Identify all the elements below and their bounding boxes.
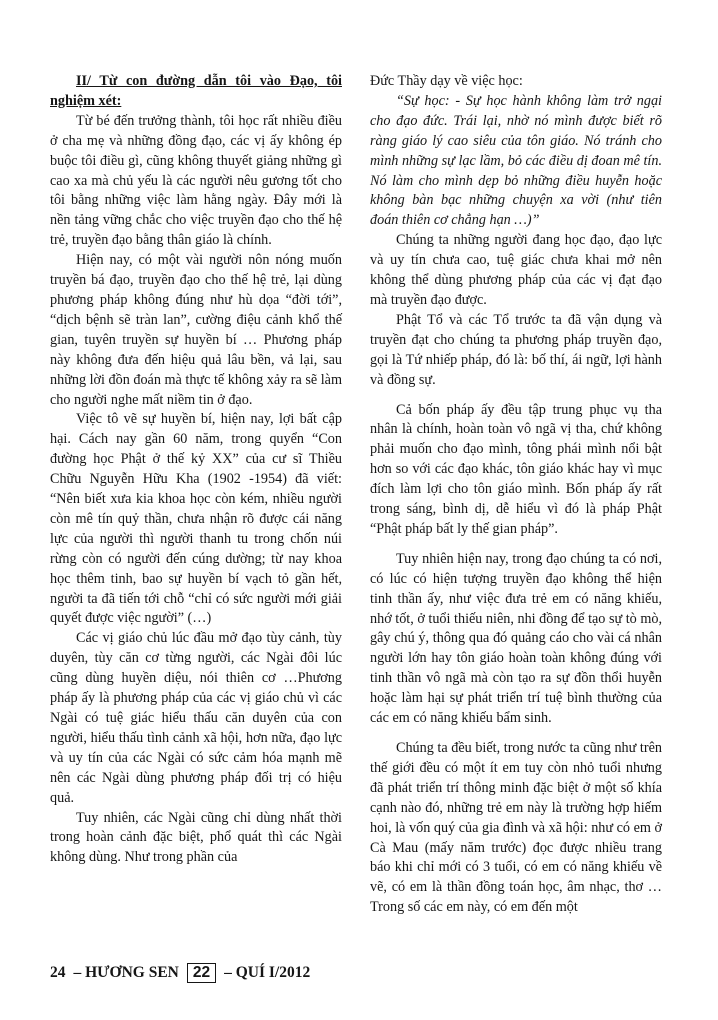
quote-intro: Đức Thầy dạy về việc học:: [370, 73, 523, 89]
paragraph: Cả bốn pháp ấy đều tập trung phục vụ tha nhân là chính, hoàn toàn vô ngã vị tha, chứ không phải muốn cho đạo mình, tông phái mình nổi bật hơn so với các đạo khác, tôn giáo khác hay vì mục đích làm lợi cho tôn giáo mình. Bốn pháp ấy rất trong sáng, bình dị, dễ hiểu vì đó là pháp Phật “Phật pháp bất ly thế gian pháp”.: [370, 401, 662, 537]
magazine-name: – HƯƠNG SEN: [73, 964, 179, 981]
left-column: [50, 72, 342, 868]
issue-quarter: – QUÍ I/2012: [224, 964, 311, 981]
paragraph: Chúng ta những người đang học đạo, đạo lực và uy tín chưa cao, tuệ giác chưa khai mở nên không thể dùng phương pháp của các vị đạt đạo mà truyền đạo được.: [370, 232, 662, 308]
paragraph: Từ bé đến trưởng thành, tôi học rất nhiều điều ở cha mẹ và những đồng đạo, các vị ấy không ép buộc tôi điều gì, cũng không thuyết giảng những gì cao xa mà chủ yếu là các người nêu gương tốt cho tôi bằng những việc làm hằng ngày. Đây mới là nền tảng vững chắc cho việc truyền đạo cho thế hệ trẻ, truyền đạo bằng thân giáo là chính.: [50, 112, 342, 249]
paragraph: Tuy nhiên hiện nay, trong đạo chúng ta có nơi, có lúc có hiện tượng truyền đạo không thể hiện tinh thần ấy, như việc đưa trẻ em có năng khiếu, nhớ tốt, ở tuổi thiếu niên, nhi đồng để tạo sự tò mò, gây chú ý, thông qua đó quảng cáo cho vài cá nhân người lớn hay tôn giáo hoàn toàn không đúng với tinh thần vô ngã mà còn tạo ra sự đồn thổi huyễn hoặc làm hại sự phát triển trí tuệ bình thường của các em có năng khiếu bẩm sinh.: [370, 550, 662, 727]
paragraph: Phật Tổ và các Tổ trước ta đã vận dụng và truyền đạt cho chúng ta phương pháp truyền đạo, gọi là Tứ nhiếp pháp, đó là: bố thí, ái ngữ, lợi hành và đồng sự.: [370, 311, 662, 388]
page-number: 24: [50, 964, 66, 981]
quote-block: “Sự học: - Sự học hành không làm trở ngại cho đạo đức. Trái lại, nhờ nó mình được biết rõ ràng giáo lý cao siêu của tôn giáo. Nó tránh cho mình những sự lạc lầm, bỏ các điều dị đoan mê tín. Nó làm cho mình dẹp bỏ những điều huyễn hoặc không bàn bạc những chuyện xa vời (như tiên đoán thiên cơ chẳng hạn …)”: [370, 92, 662, 229]
paragraph: Tuy nhiên, các Ngài cũng chỉ dùng nhất thời trong hoàn cảnh đặc biệt, phổ quát thì các Ngài không dùng. Như trong phần của: [50, 809, 342, 866]
right-column: [370, 72, 662, 918]
paragraph: Các vị giáo chủ lúc đầu mở đạo tùy cảnh, tùy duyên, tùy căn cơ từng người, các Ngài đôi lúc cũng dùng huyền diệu, nói thiên cơ …Phương pháp ấy là phương pháp của các vị giáo chủ vì các Ngài có tuệ giác hiểu thấu căn duyên của con người, hiểu thấu tình cảnh xã hội, hơn nữa, đạo lực và uy tín của các Ngài có sức cảm hóa mạnh mẽ nên các Ngài dùng phương pháp đối trị có hiệu quả.: [50, 630, 342, 806]
section-heading: II/ Từ con đường dẫn tôi vào Đạo, tôi nghiệm xét:: [50, 73, 342, 109]
paragraph: Chúng ta đều biết, trong nước ta cũng như trên thế giới đều có một ít em tuy còn nhỏ tuổi nhưng đã phát triển trí thông minh đặc biệt ở một số khía cạnh nào đó, những trẻ em này là trường hợp hiếm hoi, là vốn quý của gia đình và xã hội: như có em ở Cà Mau (mấy năm trước) đọc được nhiều trang báo khi chỉ mới có 3 tuổi, có em có năng khiếu về vẽ, có em là thần đồng toán học, âm nhạc, thơ … Trong số các em này, có em đến một: [370, 740, 662, 916]
issue-number-badge: 22: [187, 963, 216, 983]
page-footer: [50, 963, 310, 983]
paragraph: Hiện nay, có một vài người nôn nóng muốn truyền bá đạo, truyền đạo cho thế hệ trẻ, lại dùng phương pháp không đúng như hù dọa “đời tới”, “dịch bệnh sẽ tràn lan”, cường điệu cảnh khổ thế gian, tuyên truyền sự huyền bí … Phương pháp này không đưa đến hiệu quả lâu bền, vả lại, sau những lời đồn đoán mà thực tế không xảy ra sẽ làm cho người nghe mất niềm tin ở đạo.: [50, 252, 342, 408]
paragraph: Việc tô vẽ sự huyền bí, hiện nay, lợi bất cập hại. Cách nay gần 60 năm, trong quyển “Con đường học Phật ở thế kỷ XX” của cư sĩ Thiều Chữu Nguyễn Hữu Kha (1902 -1954) đã viết: “Nên biết xưa kia khoa học còn kém, nhiều người còn mê tín quỷ thần, chưa nhận rõ được cái năng lực của người thì người thanh tu trong chốn núi rừng còn có người đến cúng dường; từ nay khoa học thêm tinh, bao sự huyền bí vạch tỏ gần hết, người ta đã tiến tới chỗ “chỉ có sức người mới giải quyết được việc người” (…): [50, 411, 342, 627]
